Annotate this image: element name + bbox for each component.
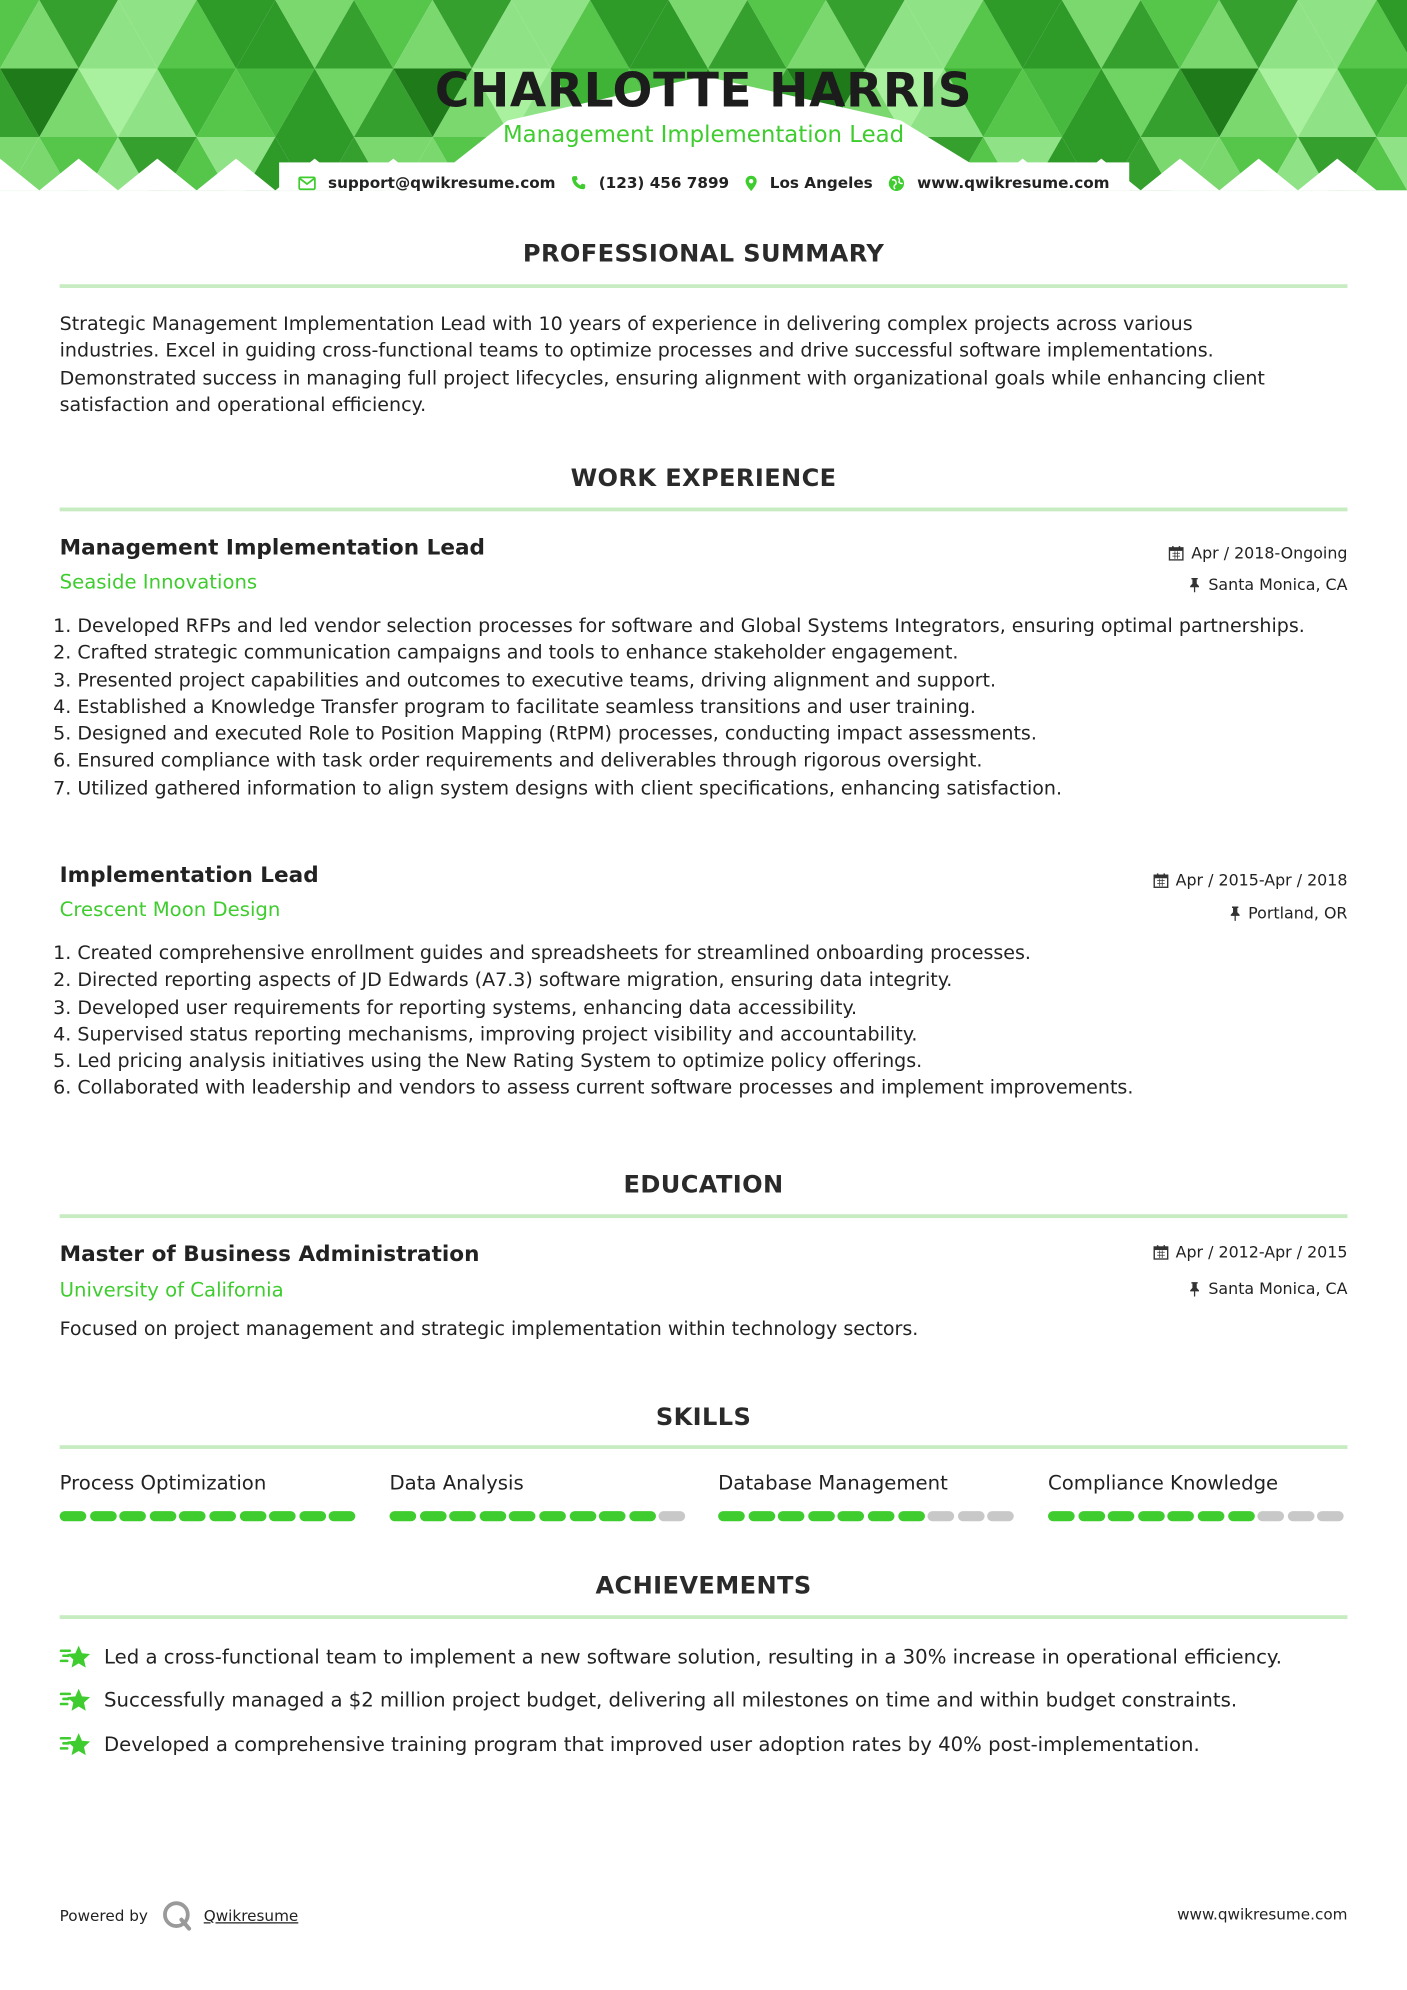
- education-date-text: Apr / 2012-Apr / 2015: [1175, 1242, 1348, 1262]
- skill-segment: [269, 1511, 296, 1521]
- summary-line: satisfaction and operational efficiency.: [59, 393, 427, 417]
- pushpin-icon: [1229, 905, 1240, 920]
- skill-name: Database Management: [718, 1471, 948, 1495]
- skill-name: Data Analysis: [389, 1471, 524, 1495]
- achievements-heading: ACHIEVEMENTS: [595, 1572, 812, 1600]
- star-icon: [60, 1731, 93, 1759]
- list-item: 2. Directed reporting aspects of JD Edwards (A7.3) software migration, ensuring data integrity.: [77, 967, 1346, 994]
- skill-segment: [838, 1511, 865, 1521]
- contact-email[interactable]: [298, 174, 556, 192]
- skill-segment: [958, 1511, 985, 1521]
- achievements-divider: [60, 1615, 1348, 1619]
- location-text: Los Angeles: [769, 173, 873, 192]
- skill-level-bar: [390, 1511, 691, 1521]
- phone-text: (123) 456 7899: [598, 173, 730, 192]
- list-item: 5. Designed and executed Role to Position Mapping (RtPM) processes, conducting impact assessments.: [77, 721, 1346, 748]
- skill-segment: [868, 1511, 895, 1521]
- star-icon: [60, 1686, 93, 1714]
- skill-name: Compliance Knowledge: [1048, 1471, 1279, 1495]
- list-item: 4. Supervised status reporting mechanisms, improving project visibility and accountability.: [77, 1021, 1346, 1048]
- skill-segment: [1168, 1511, 1195, 1521]
- skill-segment: [1288, 1511, 1315, 1521]
- job-bullets: [60, 613, 1347, 802]
- globe-icon: [888, 174, 904, 190]
- skill-segment: [149, 1511, 176, 1521]
- education-heading: EDUCATION: [623, 1171, 784, 1200]
- skill-segment: [1108, 1511, 1135, 1521]
- skill-segment: [808, 1511, 835, 1521]
- calendar-icon: [1153, 872, 1168, 887]
- job-location-text: Santa Monica, CA: [1208, 574, 1348, 594]
- candidate-title: Management Implementation Lead: [502, 121, 905, 149]
- achievement-item: [60, 1643, 1282, 1671]
- job-location-text: Portland, OR: [1248, 903, 1348, 923]
- calendar-icon: [1153, 1244, 1168, 1259]
- skill-segment: [988, 1511, 1015, 1521]
- skill-segment: [718, 1511, 745, 1521]
- skill-segment: [479, 1511, 506, 1521]
- pushpin-icon: [1189, 577, 1200, 592]
- skill-segment: [509, 1511, 536, 1521]
- skill-segment: [239, 1511, 266, 1521]
- education-description: Focused on project management and strategic implementation within technology sectors.: [59, 1317, 919, 1340]
- list-item: 4. Established a Knowledge Transfer program to facilitate seamless transitions and user training.: [77, 694, 1346, 721]
- skill-segment: [539, 1511, 566, 1521]
- job-bullets: [60, 940, 1347, 1102]
- job-date-text: Apr / 2015-Apr / 2018: [1175, 870, 1348, 890]
- phone-icon: [571, 175, 586, 190]
- education-divider: [60, 1214, 1348, 1218]
- skill-segment: [629, 1511, 656, 1521]
- calendar-icon: [1168, 545, 1183, 560]
- skill-segment: [449, 1511, 476, 1521]
- job-company: Crescent Moon Design: [59, 898, 281, 922]
- qwikresume-logo-icon: [161, 1899, 194, 1932]
- skill-segment: [1228, 1511, 1255, 1521]
- job-date-text: Apr / 2018-Ongoing: [1191, 543, 1348, 563]
- experience-divider: [60, 508, 1348, 512]
- list-item: 3. Presented project capabilities and outcomes to executive teams, driving alignment and support.: [77, 667, 1346, 694]
- powered-by-label: Powered by: [59, 1907, 148, 1925]
- summary-divider: [60, 284, 1348, 288]
- summary-text: [60, 311, 1348, 419]
- skill-segment: [898, 1511, 925, 1521]
- list-item: 6. Ensured compliance with task order requirements and deliverables through rigorous oversight.: [77, 748, 1346, 775]
- email-text: support@qwikresume.com: [328, 173, 556, 192]
- contact-phone[interactable]: [571, 174, 729, 192]
- contact-location: [744, 174, 872, 192]
- skill-item: [390, 1472, 691, 1521]
- skill-segment: [1198, 1511, 1225, 1521]
- skill-item: [1048, 1472, 1349, 1521]
- skill-segment: [299, 1511, 326, 1521]
- skill-segment: [419, 1511, 446, 1521]
- qwikresume-link[interactable]: Qwikresume: [203, 1907, 299, 1925]
- list-item: 6. Collaborated with leadership and vendors to assess current software processes and implement improvements.: [77, 1075, 1346, 1102]
- skill-level-bar: [1048, 1511, 1349, 1521]
- skill-segment: [209, 1511, 236, 1521]
- skill-segment: [1317, 1511, 1344, 1521]
- skill-item: [718, 1472, 1019, 1521]
- skill-segment: [599, 1511, 626, 1521]
- skill-segment: [1078, 1511, 1105, 1521]
- job-company: Seaside Innovations: [59, 570, 258, 594]
- education-location: [1189, 1279, 1347, 1298]
- skill-name: Process Optimization: [59, 1471, 267, 1495]
- skill-segment: [748, 1511, 775, 1521]
- job-date: [1153, 870, 1348, 889]
- footer-powered-by: [60, 1899, 299, 1932]
- list-item: 2. Crafted strategic communication campaigns and tools to enhance stakeholder engagement.: [77, 640, 1346, 667]
- summary-line: industries. Excel in guiding cross-functional teams to optimize processes and drive successful software implementations.: [59, 339, 1214, 362]
- footer-website[interactable]: www.qwikresume.com: [1177, 1905, 1348, 1924]
- school-name: University of California: [59, 1278, 284, 1302]
- skill-segment: [60, 1511, 87, 1521]
- education-location-text: Santa Monica, CA: [1208, 1278, 1348, 1298]
- job-location: [1189, 575, 1347, 594]
- skill-item: [60, 1472, 361, 1521]
- skills-heading: SKILLS: [655, 1403, 752, 1432]
- job-location: [1229, 903, 1347, 922]
- experience-heading: WORK EXPERIENCE: [570, 464, 837, 493]
- pushpin-icon: [1189, 1281, 1200, 1296]
- list-item: 1. Created comprehensive enrollment guides and spreadsheets for streamlined onboarding processes.: [77, 940, 1346, 967]
- map-pin-icon: [744, 174, 757, 190]
- skill-segment: [90, 1511, 117, 1521]
- summary-line: Demonstrated success in managing full project lifecycles, ensuring alignment with organizational goals while enhancing client: [59, 366, 1265, 390]
- skill-segment: [120, 1511, 147, 1521]
- job-date: [1168, 543, 1347, 562]
- skill-segment: [659, 1511, 686, 1521]
- achievement-text: Developed a comprehensive training program that improved user adoption rates by 40% post-implementation.: [104, 1733, 1200, 1757]
- email-icon: [298, 176, 316, 190]
- skill-segment: [179, 1511, 206, 1521]
- skills-divider: [60, 1445, 1348, 1449]
- skill-level-bar: [60, 1511, 361, 1521]
- star-icon: [60, 1643, 93, 1671]
- skill-segment: [390, 1511, 417, 1521]
- skill-segment: [1048, 1511, 1075, 1521]
- skill-segment: [329, 1511, 356, 1521]
- job-title: Implementation Lead: [59, 862, 319, 889]
- skill-segment: [1258, 1511, 1285, 1521]
- summary-line: Strategic Management Implementation Lead with 10 years of experience in delivering complex projects across various: [59, 312, 1193, 335]
- skill-segment: [928, 1511, 955, 1521]
- degree-title: Master of Business Administration: [59, 1242, 480, 1268]
- achievement-text: Led a cross-functional team to implement a new software solution, resulting in a 30% increase in operational efficiency.: [104, 1645, 1283, 1669]
- job-title: Management Implementation Lead: [59, 535, 485, 561]
- candidate-name: CHARLOTTE HARRIS: [434, 63, 973, 118]
- education-date: [1153, 1242, 1348, 1261]
- skill-segment: [569, 1511, 596, 1521]
- list-item: 3. Developed user requirements for reporting systems, enhancing data accessibility.: [77, 994, 1346, 1021]
- achievement-item: [60, 1686, 1237, 1714]
- list-item: 7. Utilized gathered information to align system designs with client specifications, enhancing satisfaction.: [77, 775, 1346, 802]
- contact-bar: [0, 174, 1407, 192]
- website-text: www.qwikresume.com: [917, 173, 1110, 192]
- summary-heading: PROFESSIONAL SUMMARY: [522, 239, 885, 268]
- achievement-text: Successfully managed a $2 million project budget, delivering all milestones on time and within budget constraints.: [104, 1688, 1238, 1712]
- skill-level-bar: [718, 1511, 1019, 1521]
- contact-website[interactable]: [888, 174, 1110, 192]
- list-item: 5. Led pricing analysis initiatives using the New Rating System to optimize policy offerings.: [77, 1048, 1346, 1075]
- list-item: 1. Developed RFPs and led vendor selection processes for software and Global Systems Integrators, ensuring optimal partnerships.: [77, 613, 1346, 640]
- achievement-item: [60, 1731, 1200, 1759]
- skill-segment: [1138, 1511, 1165, 1521]
- skill-segment: [778, 1511, 805, 1521]
